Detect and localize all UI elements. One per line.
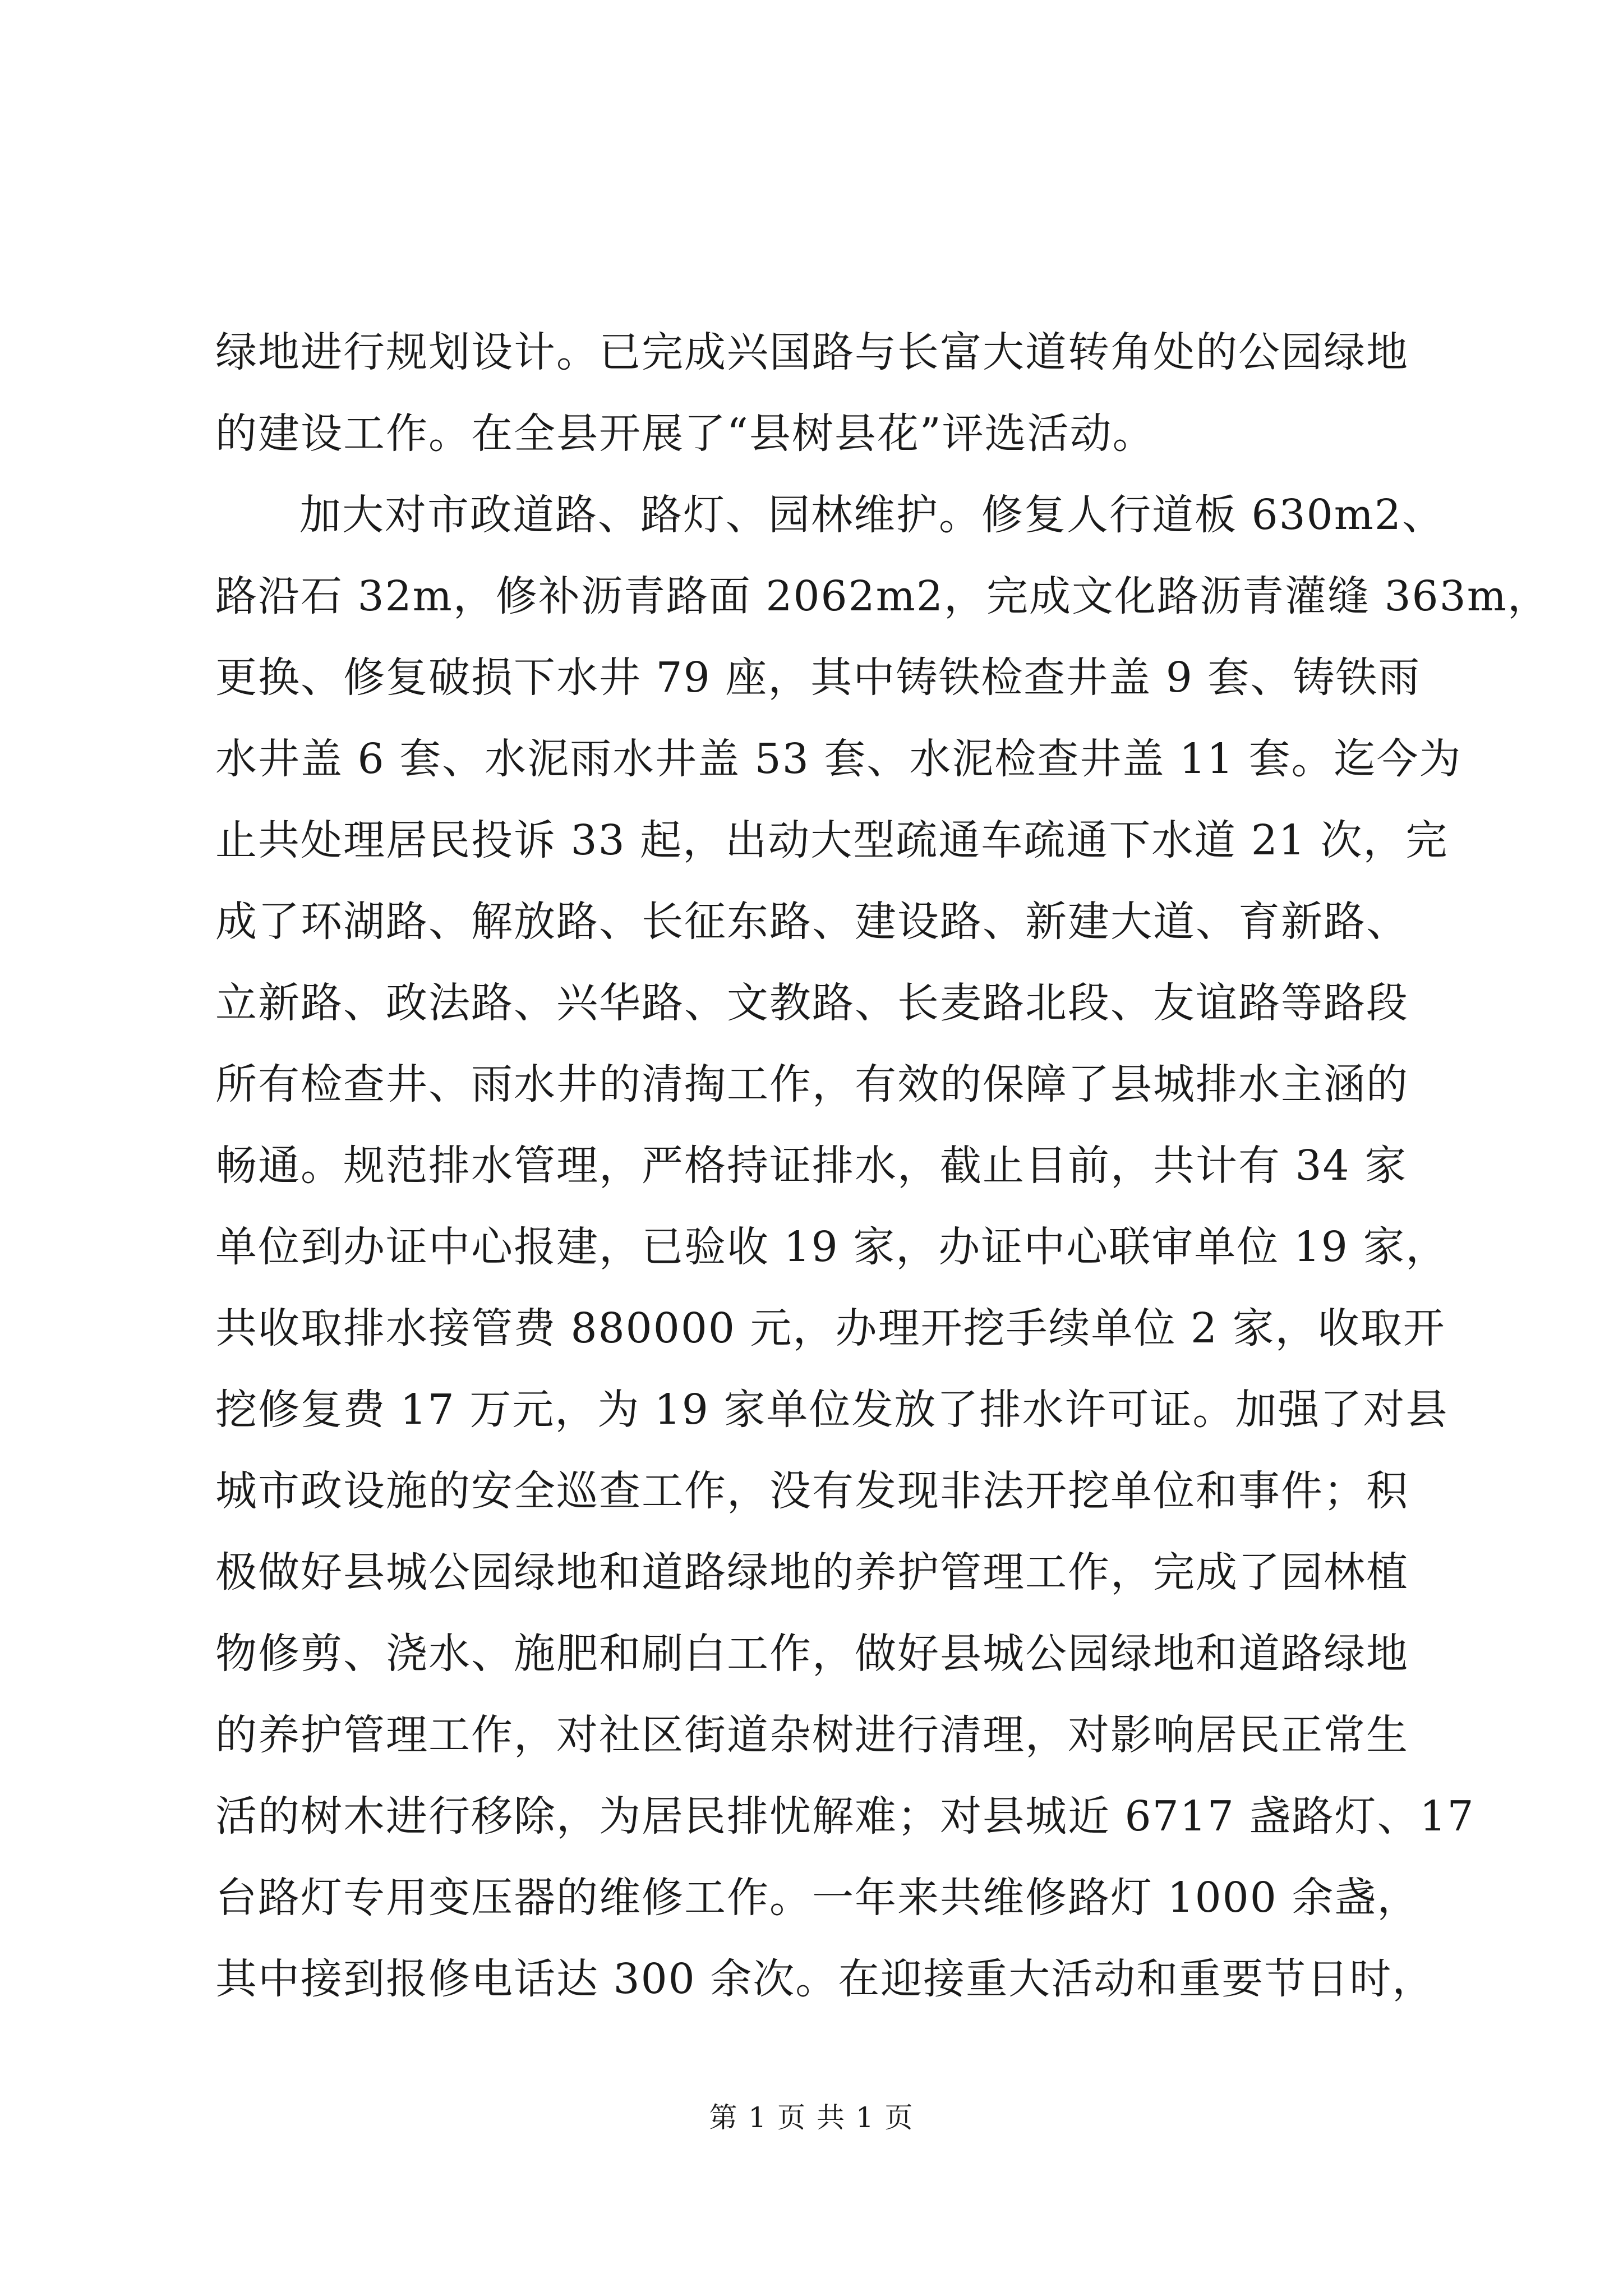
text-line: 畅通。规范排水管理，严格持证排水，截止目前，共计有 34 家 [215,1142,1408,1190]
text-line: 成了环湖路、解放路、长征东路、建设路、新建大道、育新路、 [215,898,1409,946]
text-line: 极做好县城公园绿地和道路绿地的养护管理工作，完成了园林植 [215,1548,1409,1596]
paragraph-start-line: 加大对市政道路、路灯、园林维护。修复人行道板 630m2、 [299,491,1445,539]
text-line: 城市政设施的安全巡查工作，没有发现非法开挖单位和事件；积 [215,1467,1409,1515]
text-line: 止共处理居民投诉 33 起，出动大型疏通车疏通下水道 21 次，完 [215,816,1449,864]
body-text [215,312,1550,2020]
text-line: 所有检查井、雨水井的清掏工作，有效的保障了县城排水主涵的 [215,1060,1409,1108]
text-line: 水井盖 6 套、水泥雨水井盖 53 套、水泥检查井盖 11 套。迄今为 [215,735,1462,783]
text-line: 其中接到报修电话达 300 余次。在迎接重大活动和重要节日时， [215,1955,1435,2003]
text-line: 的建设工作。在全县开展了“县树县花”评选活动。 [215,409,1155,458]
text-line: 台路灯专用变压器的维修工作。一年来共维修路灯 1000 余盏， [215,1874,1420,1922]
text-line: 的养护管理工作，对社区街道杂树进行清理，对影响居民正常生 [215,1711,1409,1759]
page-footer: 第 1 页 共 1 页 [709,2101,914,2134]
text-line: 立新路、政法路、兴华路、文教路、长麦路北段、友谊路等路段 [215,979,1409,1027]
text-line: 共收取排水接管费 880000 元，办理开挖手续单位 2 家，收取开 [215,1304,1446,1352]
text-line: 单位到办证中心报建，已验收 19 家，办证中心联审单位 19 家， [215,1223,1449,1271]
text-line: 挖修复费 17 万元，为 19 家单位发放了排水许可证。加强了对县 [215,1386,1449,1434]
text-line: 路沿石 32m，修补沥青路面 2062m2，完成文化路沥青灌缝 363m， [215,572,1550,620]
text-line: 物修剪、浇水、施肥和刷白工作，做好县城公园绿地和道路绿地 [215,1630,1409,1678]
text-line: 活的树木进行移除，为居民排忧解难；对县城近 6717 盏路灯、17 [215,1792,1475,1841]
text-line: 绿地进行规划设计。已完成兴国路与长富大道转角处的公园绿地 [215,328,1409,376]
text-line: 更换、修复破损下水井 79 座，其中铸铁检查井盖 9 套、铸铁雨 [215,654,1421,702]
